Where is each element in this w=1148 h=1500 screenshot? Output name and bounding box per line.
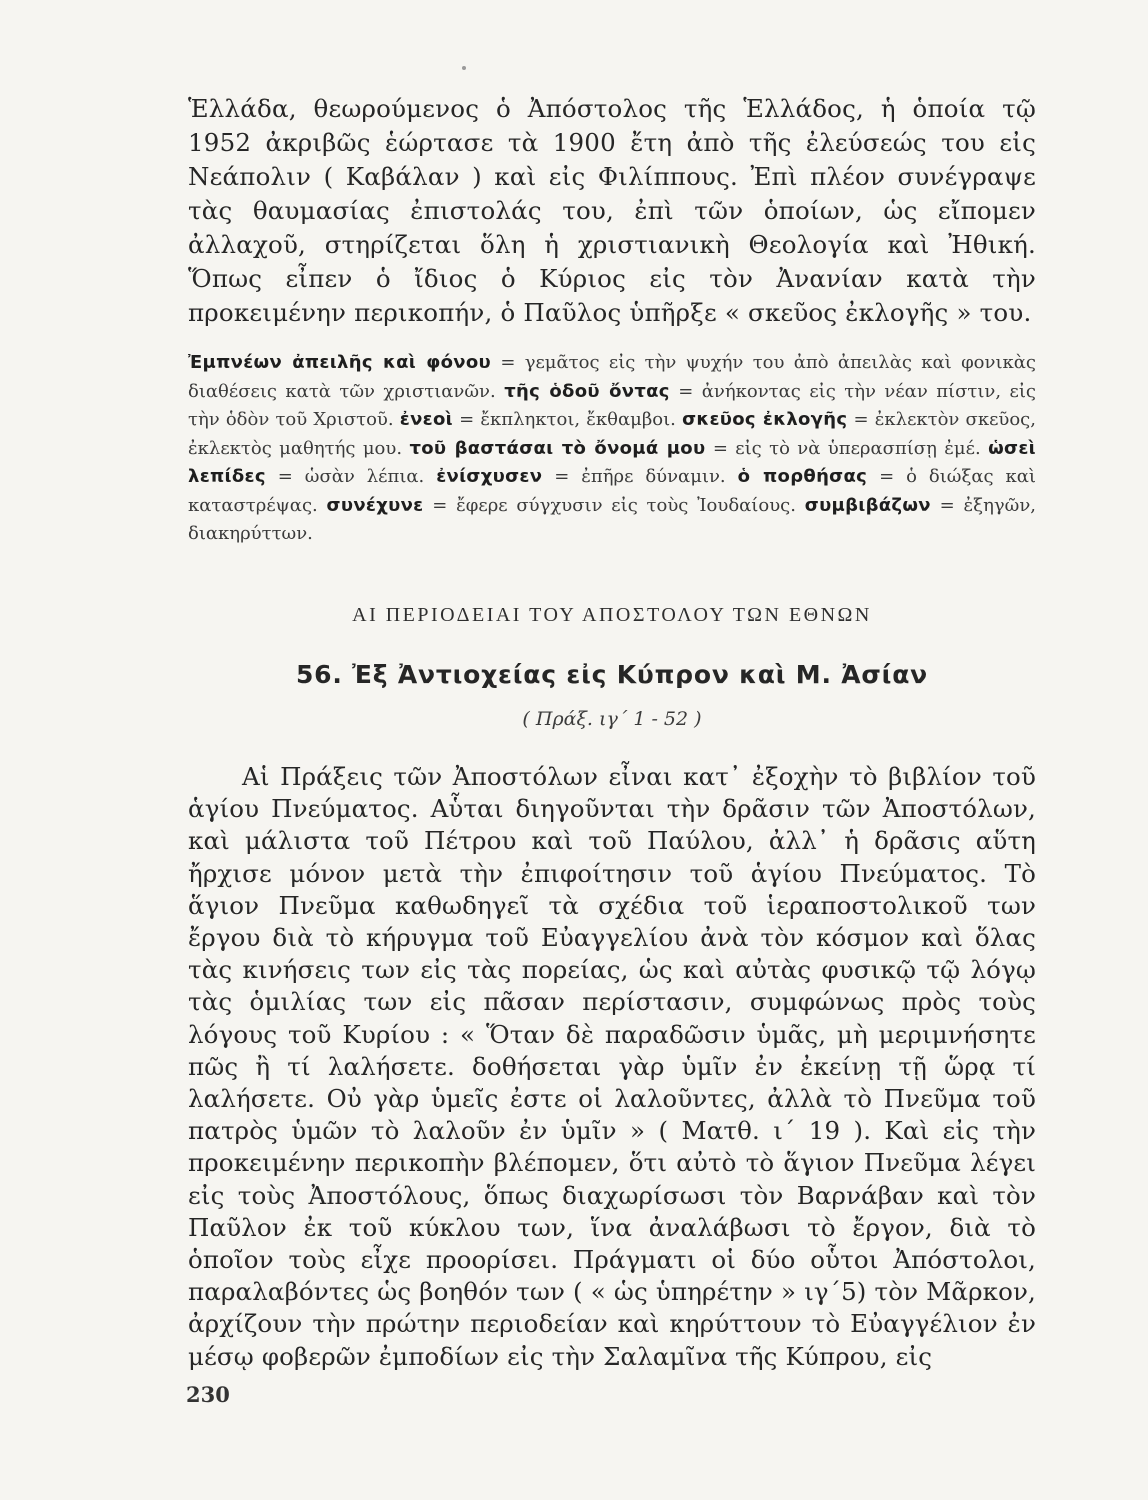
glossary-term: τῆς ὁδοῦ ὄντας: [504, 380, 670, 402]
glossary-definition: = γεμᾶτος εἰς τὴν ψυχήν του ἀπὸ ἀπειλὰς καὶ φονικὰς διαθέσεις κατὰ τῶν χριστιανῶν.: [188, 352, 1036, 402]
glossary-term: συνέχυνε: [326, 494, 424, 516]
glossary-term: Ἐμπνέων ἀπειλῆς καὶ φόνου: [188, 352, 491, 373]
chapter-reference: ( Πράξ. ιγ΄ 1 - 52 ): [522, 708, 702, 730]
section-heading: ΑΙ ΠΕΡΙΟΔΕΙΑΙ ΤΟΥ ΑΠΟΣΤΟΛΟΥ ΤΩΝ ΕΘΝΩΝ: [352, 604, 872, 626]
intro-paragraph: Ἑλλάδα, θεωρούμενος ὁ Ἀπόστολος τῆς Ἑλλάδος, ἡ ὁποία τῷ 1952 ἀκριβῶς ἑώρτασε τὰ 1900 ἔτη ἀπὸ τῆς ἐλεύσεώς του εἰς Νεάπολιν ( Καβάλαν ) καὶ εἰς Φιλίππους. Ἐπὶ πλέον συνέγραψε τὰς θαυμασίας ἐπιστολάς του, ἐπὶ τῶν ὁποίων, ὡς εἴπομεν ἀλλαχοῦ, στηρίζεται ὅλη ἡ χριστιανικὴ Θεολογία καὶ Ἠθική. Ὅπως εἶπεν ὁ ἴδιος ὁ Κύριος εἰς τὸν Ἀνανίαν κατὰ τὴν προκειμένην περικοπήν, ὁ Παῦλος ὑπῆρξε « σκεῦος ἐκλογῆς » του.: [188, 94, 1036, 327]
glossary-entry: [436, 466, 725, 487]
glossary-entry: [327, 495, 796, 516]
glossary-term: ὁ πορθήσας: [737, 466, 868, 487]
main-paragraph: Αἱ Πράξεις τῶν Ἀποστόλων εἶναι κατ᾿ ἐξοχὴν τὸ βιβλίον τοῦ ἁγίου Πνεύματος. Αὗται διηγοῦνται τὴν δρᾶσιν τῶν Ἀποστόλων, καὶ μάλιστα τοῦ Πέτρου καὶ τοῦ Παύλου, ἀλλ᾿ ἡ δρᾶσις αὕτη ἤρχισε μόνον μετὰ τὴν ἐπιφοίτησιν τοῦ ἁγίου Πνεύματος. Τὸ ἅγιον Πνεῦμα καθωδηγεῖ τὰ σχέδια τοῦ ἱεραποστολικοῦ των ἔργου διὰ τὸ κήρυγμα τοῦ Εὐαγγελίου ἀνὰ τὸν κόσμον καὶ ὅλας τὰς κινήσεις των εἰς τὰς πορείας, ὡς καὶ αὐτὰς φυσικῷ τῷ λόγῳ τὰς ὁμιλίας των εἰς πᾶσαν περίστασιν, συμφώνως πρὸς τοὺς λόγους τοῦ Κυρίου : « Ὅταν δὲ παραδῶσιν ὑμᾶς, μὴ μεριμνήσητε πῶς ἢ τί λαλήσετε. δοθήσεται γὰρ ὑμῖν ἐν ἐκείνῃ τῇ ὥρᾳ τί λαλήσετε. Οὐ γὰρ ὑμεῖς ἐστε οἱ λαλοῦντες, ἀλλὰ τὸ Πνεῦμα τοῦ πατρὸς ὑμῶν τὸ λαλοῦν ἐν ὑμῖν » ( Ματθ. ι΄ 19 ). Καὶ εἰς τὴν προκειμένην περικοπὴν βλέπομεν, ὅτι αὐτὸ τὸ ἅγιον Πνεῦμα λέγει εἰς τοὺς Ἀποστόλους, ὅπως διαχωρίσωσι τὸν Βαρνάβαν καὶ τὸν Παῦλον ἐκ τοῦ κύκλου των, ἵνα ἀναλάβωσι τὸ ἔργον, διὰ τὸ ὁποῖον τοὺς εἶχε προορίσει. Πράγματι οἱ δύο οὗτοι Ἀπόστολοι, παραλαβόντες ὡς βοηθόν των ( « ὡς ὑπηρέτην » ιγ΄5) τὸν Μᾶρκον, ἀρχίζουν τὴν πρώτην περιοδείαν καὶ κηρύττουν τὸ Εὐαγγέλιον ἐν μέσῳ φοβερῶν ἐμποδίων εἰς τὴν Σαλαμῖνα τῆς Κύπρου, εἰς: [188, 762, 1036, 1371]
glossary-definition: = ὡσὰν λέπια.: [277, 466, 425, 487]
glossary-term: σκεῦος ἐκλογῆς: [682, 409, 848, 430]
glossary-definition: = ἐξηγῶν, διακηρύττων.: [188, 494, 1036, 544]
glossary-block: [188, 349, 1036, 549]
glossary-definition: = ὁ διώξας καὶ καταστρέψας.: [188, 466, 1036, 516]
glossary-term: ἐνίσχυσεν: [436, 466, 543, 487]
page-number: 230: [186, 1382, 230, 1407]
glossary-entry: [400, 409, 676, 430]
glossary-definition: = ἐκλεκτὸν σκεῦος, ἐκλεκτὸς μαθητής μου.: [188, 409, 1036, 459]
glossary-term: τοῦ βαστάσαι τὸ ὄνομά μου: [409, 437, 706, 459]
glossary-definition: = ἔφερε σύγχυσιν εἰς τοὺς Ἰουδαίους.: [432, 494, 796, 516]
glossary-definition: = ἔκπληκτοι, ἔκθαμβοι.: [459, 409, 676, 430]
glossary-entry: [409, 438, 980, 459]
chapter-title: 56. Ἐξ Ἀντιοχείας εἰς Κύπρον καὶ Μ. Ἀσίαν: [295, 660, 929, 689]
glossary-term: ἐνεοὶ: [399, 409, 453, 430]
glossary-definition: = ἐπῆρε δύναμιν.: [554, 466, 726, 487]
glossary-definition: = εἰς τὸ νὰ ὑπερασπίσῃ ἐμέ.: [712, 437, 981, 459]
glossary-term: συμβιβάζων: [804, 494, 931, 516]
glossary-term: ὡσεὶ λεπίδες: [188, 437, 1036, 487]
glossary-definition: = ἀνήκοντας εἰς τὴν νέαν πίστιν, εἰς τὴν ὁδὸν τοῦ Χριστοῦ.: [188, 380, 1036, 430]
ink-speck: [462, 66, 466, 70]
